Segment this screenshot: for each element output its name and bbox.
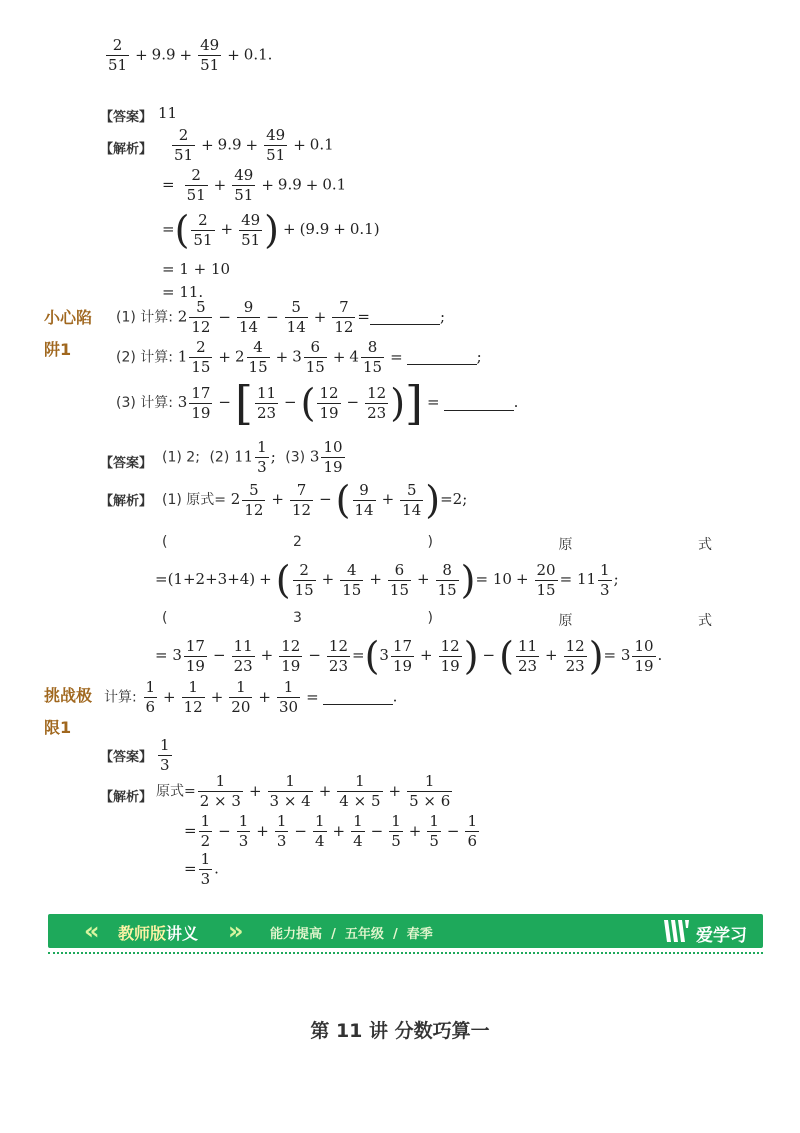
challenge-question: 计算: $\frac{1}{6}$ + $\frac{1}{12}$ + $\frac{1}{20}$ + $\frac{1}{30}$ = . — [104, 678, 398, 716]
challenge-analysis-3: = $\frac{1}{3}$ . — [184, 850, 219, 888]
trap-analysis-2: =(1+2+3+4) + ( $\frac{2}{15}$ + $\frac{4}{15}$ + $\frac{6}{15}$ + $\frac{8}{15}$ )= 10 + $\frac{20}{15}$ = 11 $\frac{1}{3}$ ; — [155, 558, 619, 602]
footer-dotted-divider — [48, 952, 763, 954]
trap-side-label: 小心陷 阱1 — [44, 308, 93, 359]
analysis-label: 【解析】 — [100, 142, 153, 157]
analysis-line-5: = 11. — [162, 283, 204, 301]
trap-analysis-label: 【解析】 — [100, 494, 153, 509]
footer-banner — [48, 914, 763, 948]
answer-label: 【答案】 — [100, 110, 153, 125]
analysis-line-2: = $\frac{2}{51}$ + $\frac{49}{51}$ + 9.9 + 0.1 — [162, 166, 347, 204]
challenge-answer: $\frac{1}{3}$ — [160, 736, 170, 774]
banner-title: 教师版讲义 — [118, 924, 199, 943]
chevron-right-icon: » — [228, 917, 244, 945]
chevron-left-icon: « — [84, 917, 100, 945]
challenge-analysis-label: 【解析】 — [100, 790, 153, 805]
trap-question-3: (3) 计算: 3 $\frac{17}{19}$ −[ $\frac{11}{23}$ − ( $\frac{12}{19}$ − $\frac{12}{23}$ )] = . — [116, 376, 519, 430]
analysis-line-4: = 1 + 10 — [162, 260, 231, 278]
analysis-line-3: =( $\frac{2}{51}$ + $\frac{49}{51}$ ) + (9.9 + 0.1) — [162, 208, 380, 252]
trap-analysis-3-label: ( 3 ) 原 式 — [162, 610, 712, 629]
brand-icon — [662, 918, 692, 944]
challenge-answer-label: 【答案】 — [100, 750, 153, 765]
answer-value: 11 — [158, 104, 178, 122]
banner-breadcrumb: 能力提高 / 五年级 / 春季 — [270, 927, 433, 942]
challenge-analysis-2: = $\frac{1}{2}$ − $\frac{1}{3}$ + $\frac{1}{3}$ − $\frac{1}{4}$ + $\frac{1}{4}$ − $\frac{1}{5}$ + $\frac{1}{5}$ − $\frac{1}{6}$ — [184, 812, 477, 850]
trap-analysis-1: (1) 原式= 2 $\frac{5}{12}$ + $\frac{7}{12}$ − ( $\frac{9}{14}$ + $\frac{5}{14}$ )=2; — [162, 478, 468, 522]
trap-answers: (1) 2; (2) 11 $\frac{1}{3}$ ; (3) 3 $\frac{10}{19}$ — [162, 438, 343, 476]
trap-question-1: (1) 计算: 2 $\frac{5}{12}$ − $\frac{9}{14}$ − $\frac{5}{14}$ + $\frac{7}{12}$ = ; — [116, 298, 446, 336]
top-expression: $\frac{2}{51}$ + 9.9 + $\frac{49}{51}$ + 0.1. — [108, 36, 273, 74]
brand-logo: 爱学习 — [662, 918, 758, 944]
challenge-side-label: 挑战极 限1 — [44, 686, 93, 737]
analysis-line-1: $\frac{2}{51}$ + 9.9 + $\frac{49}{51}$ + 0.1 — [174, 126, 334, 164]
trap-analysis-2-label: ( 2 ) 原 式 — [162, 534, 712, 553]
trap-analysis-3: = 3 $\frac{17}{19}$ − $\frac{11}{23}$ + $\frac{12}{19}$ − $\frac{12}{23}$ =(3 $\frac{17}{19}$ + $\frac{12}{19}$ ) − ( $\frac{11}{23}$ + $\frac{12}{23}$ )= 3 $\frac{10}{19}$ . — [155, 634, 663, 678]
lecture-title: 第 11 讲 分数巧算一 — [310, 1020, 490, 1042]
trap-answer-label: 【答案】 — [100, 456, 153, 471]
challenge-analysis-1: 原式= $\frac{1}{2 \times 3}$ + $\frac{1}{3 \times 4}$ + $\frac{1}{4 \times 5}$ + $\frac{1}{5 \times 6}$ — [156, 772, 451, 810]
trap-question-2: (2) 计算: 1 $\frac{2}{15}$ + 2 $\frac{4}{15}$ + 3 $\frac{6}{15}$ + 4 $\frac{8}{15}$ = ; — [116, 338, 482, 376]
